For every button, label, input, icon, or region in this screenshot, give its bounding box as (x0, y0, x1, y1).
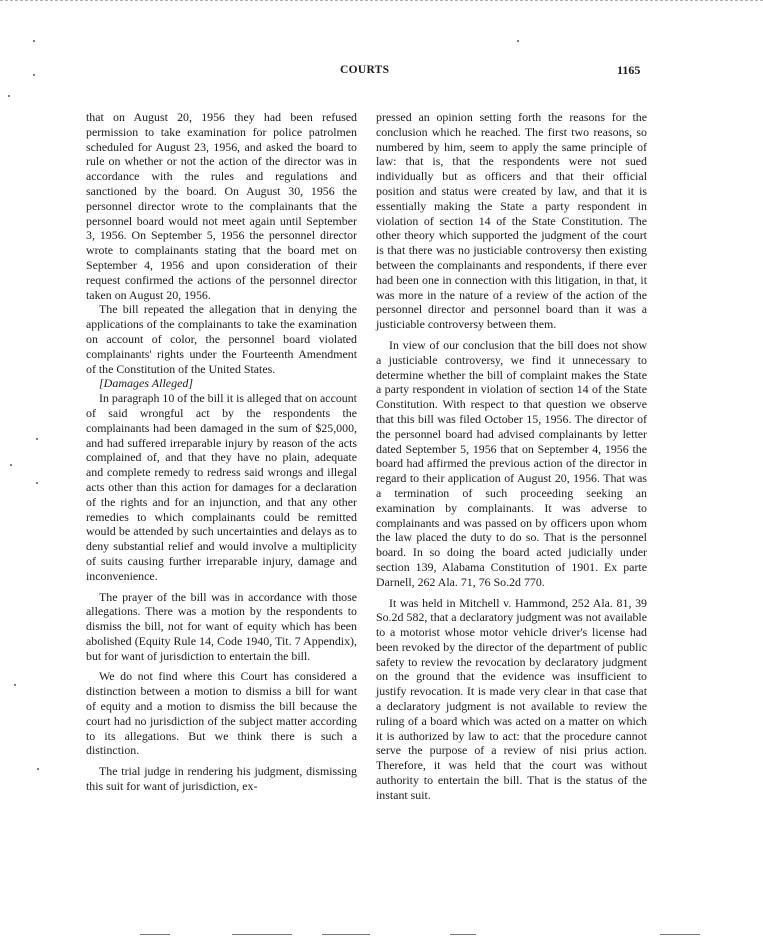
paragraph: The bill repeated the allegation that in denying the applications of the complainants to take the examination on account of color, the personnel board violated complainants' rights under the Fourteenth Amendment of the Constitution of the United States. (86, 302, 357, 376)
right-column (376, 110, 647, 803)
scan-speck (517, 40, 519, 42)
page-number: 1165 (617, 63, 641, 77)
scan-speck (37, 768, 39, 770)
paragraph: It was held in Mitchell v. Hammond, 252 Ala. 81, 39 So.2d 582, that a declaratory judgment was not available to a motorist whose motor vehicle driver's license had been revoked by the director of the department of public safety to review the revocation by declaratory judgment on the ground that the evidence was insufficient to justify revocation. It is made very clear in that case that a declaratory judgment is not available to review the ruling of a board which was acted on a matter on which it is authorized by law to act: that the procedure cannot serve the purpose of a review of nisi prius action. Therefore, it was held that the court was without authority to entertain the bill. That is the status of the instant suit. (376, 595, 647, 802)
scan-speck (33, 74, 35, 76)
section-heading: [Damages Alleged] (99, 376, 194, 391)
scan-speck (8, 95, 10, 97)
bottom-edge-mark (232, 934, 292, 935)
scan-speck (14, 684, 16, 686)
bottom-edge-mark (450, 934, 476, 935)
bottom-edge-mark (660, 934, 700, 935)
top-edge-line (0, 0, 763, 3)
bottom-edge-mark (140, 934, 170, 935)
scan-speck (36, 438, 38, 440)
paragraph: The prayer of the bill was in accordance with those allegations. There was a motion by the respondents to dismiss the bill, not for want of equity which has been abolished (Equity Rule 14, Code 1940, Tit. 7 Appendix), but for want of jurisdiction to entertain the bill. (86, 589, 357, 663)
paragraph: that on August 20, 1956 they had been refused permission to take examination for police patrolmen scheduled for August 23, 1956, and asked the board to rule on whether or not the action of the director was in accordance with the rules and regulations and sanctioned by the board. On August 30, 1956 the personnel director wrote to the complainants that the personnel board would not meet again until September 3, 1956. On September 5, 1956 the personnel director wrote to complainants stating that the board met on September 4, 1956 and upon consideration of their request confirmed the actions of the personnel director taken on August 20, 1956. (86, 110, 357, 302)
paragraph: In view of our conclusion that the bill does not show a justiciable controversy, we find it unnecessary to determine whether the bill of complaint makes the State a party respondent in violation of section 14 of the State Constitution. With respect to that question we observe that this bill was filed October 15, 1956. The director of the personnel board had advised complainants by letter dated September 5, 1956 that on September 4, 1956 the board had affirmed the previous action of the director in regard to their application of August 20, 1956. That was a termination of such proceeding seeking an examination by complainants. It was adverse to complainants and was passed on by officers upon whom the law placed the duty to do so. That is the personnel board. In so doing the board acted judicially under section 139, Alabama Constitution of 1901. Ex parte Darnell, 262 Ala. 71, 76 So.2d 770. (376, 337, 647, 589)
left-column (86, 110, 357, 794)
paragraph: In paragraph 10 of the bill it is alleged that on account of said wrongful act by the respondents the complainants had been damaged in the sum of $25,000, and had suffered irreparable injury by reason of the acts complained of, and that they have no plain, adequate and complete remedy to redress said wrongs and illegal acts other than this action for damages for a declaration of the rights and for an injunction, and that any other remedies to which complainants could be remitted would be attended by such uncertainties and delays as to deny substantial relief and would involve a multiplicity of suits causing further irreparable injury, damage and inconvenience. (86, 391, 357, 583)
running-title: COURTS (340, 64, 390, 76)
scan-speck (36, 482, 38, 484)
bottom-edge-mark (322, 934, 370, 935)
paragraph: We do not find where this Court has considered a distinction between a motion to dismiss a bill for want of equity and a motion to dismiss the bill because the court had no jurisdiction of the subject matter according to its allegations. But we think there is such a distinction. (86, 669, 357, 758)
paragraph: The trial judge in rendering his judgment, dismissing this suit for want of jurisdiction, ex- (86, 764, 357, 794)
scan-speck (33, 40, 35, 42)
scan-speck (10, 464, 12, 466)
paragraph: pressed an opinion setting forth the reasons for the conclusion which he reached. The first two reasons, so numbered by him, seem to apply the same principle of law: that is, that the respondents were not sued individually but as officers and that their official position and status were created by law, and that it is essentially making the State a party respondent in violation of section 14 of the State Constitution. The other theory which supported the judgment of the court is that there was no justiciable controversy then existing between the complainants and respondents, if there ever had been one in connection with this litigation, in that, it was more in the nature of a review of the action of the personnel director and personnel board than it was a justiciable controversy between them. (376, 110, 647, 332)
